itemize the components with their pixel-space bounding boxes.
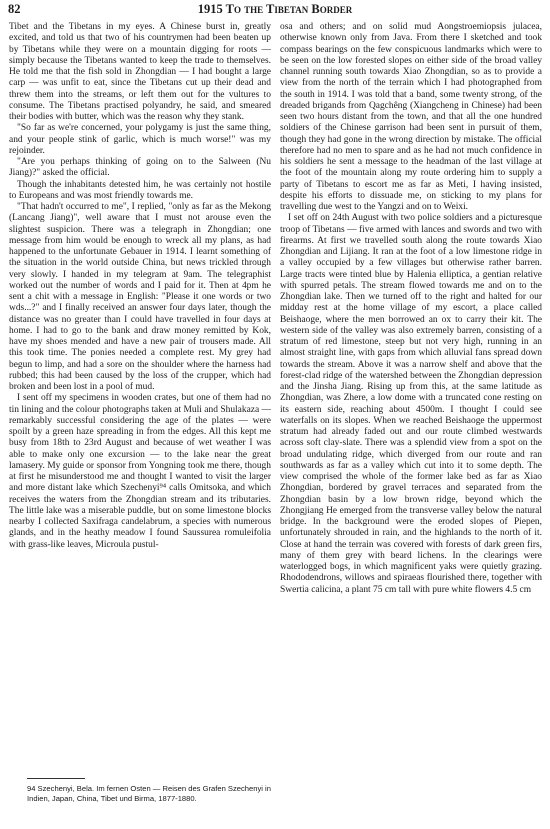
paragraph: I set off on 24th August with two police soldiers and a picturesque troop of Tibetans — five armed with lances and swords and two with firearms. At first we travelled south along the route towards Xiao Zhongdian and Lijiang. It ran at the foot of a low limestone ridge in a valley occupied by a few villages but otherwise rather barren. Large tracts were tinted blue by Halenia elliptica, a gentian relative with spurred petals. The stream flowed towards me and on to the Zhongdian lake. Then we turned off to the right and halted for our midday rest at the home village of my escort, a place called Beishaoge, where the men borrowed an ox to carry their kit. The western side of the valley was also extremely barren, consisting of a stratum of red limestone, steep but not very high, running in an almost straight line, with gaps from which alluvial fans spread down towards the stream. Above it was a narrow shelf and above that the forest-clad ridge of the watershed between the Zhongdian depression and the Jinsha Jiang. Rising up from this, at the same latitude as Zhongdian, was Zhere, a low dome with a truncated cone resting on its eastern side, reaching about 4500m. I thought I could see waterfalls on its slopes. When we reached Beishaoge the uppermost stratum had already faded out and our route climbed westwards across soft clay-slate. There was a splendid view from a spot on the broad undulating ridge, which diverged from our route and ran southwards as far as a valley which cut into it to some depth. The view comprised the whole of the former lake bed as far as Xiao Zhongdian, bordered by gravel terraces and separated from the Zhongdian basin by a low brown ridge, beyond which the Zhongjiang He emerged from the transverse valley below the natural bridge. In the background were the eroded slopes of Piepen, unfortunately shrouded in rain, and the highlands to the north of it. Close at hand the terrain was covered with forests of dark green firs, many of them grey with beard lichens. In the clearings were waterlogged bogs, in which magnificent yaks were quietly grazing. Rhododendrons, willows and spiraeas flourished there, together with Swertia calicina, a plant 75 cm tall with pure white flowers 4.5 cm <box>280 213 542 595</box>
paragraph: I sent off my specimens in wooden crates, but one of them had no tin lining and the colour photographs taken at Muli and Shulakaza — remarkably successful considering the age of the plates — were spoilt by a green haze spreading in from the edges. All this kept me busy from 18th to 23rd August and because of wet weather I was able to make only one excursion — to the lake near the great lamasery. My guide or sponsor from Yongning took me there, though at first he misunderstood me and thought I wanted to visit the larger and more distant lake which Szechenyi⁹⁴ calls Omitsoka, and which receives the waters from the Zhongdian stream and its tributaries. The little lake was a miserable puddle, but on some limestone blocks nearby I collected Saxifraga candelabrum, a species with numerous glands, and in the heathy meadow I found Saussurea romuleifolia with grass-like leaves, Microula pustul- <box>9 393 271 550</box>
footnote-divider <box>27 778 85 779</box>
left-column <box>9 22 271 551</box>
paragraph: "So far as we're concerned, your polygamy is just the same thing, and your people stink of garlic, which is much worse!" was my rejoinder. <box>9 123 271 156</box>
page-number: 82 <box>8 2 21 16</box>
paragraph: "That hadn't occurred to me", I replied, "only as far as the Mekong (Lancang Jiang)", well aware that I must not arouse even the slightest suspicion. There was a telegraph in Zhongdian; one message from him would be enough to wreck all my plans, as had happened to the unfortunate Gebauer in 1914. I learnt something of the situation in the world outside China, but news trickled through very slowly. I handed in my telegram at 9am. The telegraphist worked out the number of words and I paid for it. Then at 4pm he sent a chit with a message in English: "Please it one words or two wds...?" and I finally received an answer four days later, though the distance was no greater than I could have travelled in four days at home. I had to go to the bank and draw money remitted by Kok, have my shoes mended and have a new pair of trousers made. All this took time. The ponies needed a complete rest. My grey had begun to limp, and had a sore on the shoulder where the harness had rubbed; this had been caused by the loss of the crupper, which had broken and been lost in a pool of mud. <box>9 202 271 392</box>
right-column <box>280 22 542 596</box>
paragraph: "Are you perhaps thinking of going on to the Salween (Nu Jiang)?" asked the official. <box>9 157 271 179</box>
paragraph: Though the inhabitants detested him, he was certainly not hostile to Europeans and was most friendly towards me. <box>9 179 271 201</box>
paragraph: osa and others; and on solid mud Aongstroemiopsis julacea, otherwise known only from Java. From there I sketched and took compass bearings on the few conspicuous landmarks which were to be seen on the low forested slopes on either side of the broad valley channel running south towards Xiao Zhongdian, so as to provide a view from the north of the terrain which I had photographed from the south in 1914. I was told that a band, some twenty strong, of the dreaded brigands from Qagchêng (Xiangcheng in Chinese) had been seen two hours distant from the town, and that all the one hundred soldiers of the Chinese garrison had been sent in pursuit of them, though they had gone in the wrong direction by mistake. The official therefore had no men to spare and as he had not much confidence in his soldiers he sent a message to the headman of the last village at the foot of the mountain along my route ordering him to supply a party of Tibetans to escort me as far as Meti, I having insisted, despite his efforts to dissuade me, on sticking to my plans for travelling due west to the Yangzi and on to Weixi. <box>280 22 542 212</box>
footnote: 94 Szechenyi, Bela. Im fernen Osten — Reisen des Grafen Szechenyi in Indien, Japan, China, Tibet und Birma, 1877-1880. <box>27 784 271 803</box>
paragraph: Tibet and the Tibetans in my eyes. A Chinese burst in, greatly excited, and told us that two of his countrymen had been beaten up by Tibetans while they were on a mountain digging for roots — simply because the Tibetans wanted to keep the trade to themselves. He told me that the fish sold in Zhongdian — I had bought a large carp — was unfit to eat, since the Tibetans cut up their dead and threw them into the streams, or left them out for the vultures to consume. The Tibetans practised polyandry, he said, and smeared their bodies with butter, which was the reason why they stank. <box>9 22 271 122</box>
page-header <box>8 2 542 20</box>
running-title: 1915 To the Tibetan Border <box>197 2 353 16</box>
